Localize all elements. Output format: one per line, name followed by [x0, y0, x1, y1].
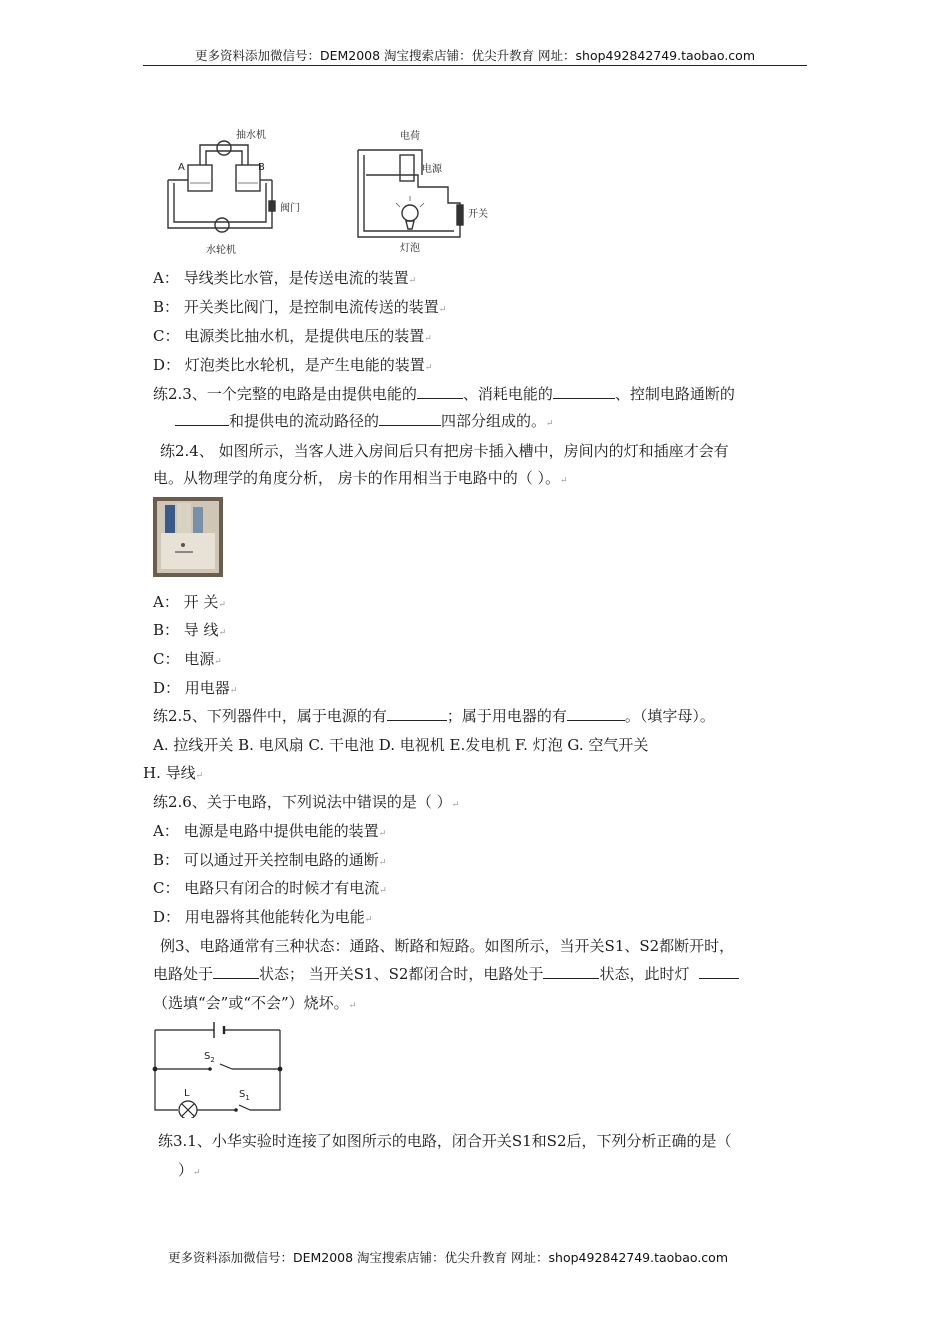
example3-line1: 例3、电路通常有三种状态：通路、断路和短路。如图所示，当开关S1、S2都断开时，: [160, 937, 735, 955]
q24-option-c: C： 电源↵: [153, 650, 222, 668]
blank: [379, 411, 441, 426]
blank: [417, 384, 463, 399]
bulb-label: 灯泡: [400, 243, 420, 254]
q31-stem-line1: 练3.1、小华实验时连接了如图所示的电路，闭合开关S1和S2后，下列分析正确的是（: [158, 1132, 732, 1150]
valve-label: 阀门: [280, 203, 300, 214]
blank: [567, 706, 625, 721]
q25-items-line2: H. 导线↵: [143, 764, 204, 782]
blank: [387, 706, 447, 721]
page-footer: 更多资料添加微信号：DEM2008 淘宝搜索店铺：优尖升教育 网址：shop492842749.taobao.com: [167, 1250, 729, 1265]
page-header: 更多资料添加微信号：DEM2008 淘宝搜索店铺：优尖升教育 网址：shop492842749.taobao.com: [194, 48, 756, 63]
switch-s1-label: $S_1$: [239, 1089, 250, 1102]
charge-label: 电荷: [400, 131, 420, 142]
tank-a-label: A: [178, 162, 185, 173]
header-rule: [143, 65, 807, 66]
turbine-label: 水轮机: [206, 245, 236, 256]
q24-option-b: B： 导 线↵: [153, 621, 227, 639]
q25-stem: 练2.5、下列器件中，属于电源的有 ；属于用电器的有 。（填字母）。: [153, 707, 715, 725]
q26-stem: 练2.6、关于电路，下列说法中错误的是（ ）↵: [153, 793, 460, 811]
blank: [553, 384, 615, 399]
q24-option-a: A： 开 关↵: [153, 593, 226, 611]
q26-option-a: A： 电源是电路中提供电能的装置↵: [153, 822, 387, 840]
q22-option-c: C： 电源类比抽水机，是提供电压的装置↵: [153, 327, 432, 345]
source-label: 电源: [422, 164, 442, 175]
q22-option-b: B： 开关类比阀门，是控制电流传送的装置↵: [153, 298, 447, 316]
q26-option-d: D： 用电器将其他能转化为电能↵: [153, 908, 373, 926]
blank: [213, 964, 259, 979]
example3-line3: （选填“会”或“不会”）烧坏。↵: [153, 994, 357, 1012]
q24-option-d: D： 用电器↵: [153, 679, 238, 697]
q23-line2: 和提供电的流动路径的 四部分组成的。↵: [175, 411, 554, 434]
q22-option-d: D： 灯泡类比水轮机，是产生电能的装置↵: [153, 356, 433, 374]
q23-line1: 练2.3、一个完整的电路是由提供电能的 、消耗电能的 、控制电路通断的: [153, 385, 735, 403]
q22-option-a: A： 导线类比水管，是传送电流的装置↵: [153, 269, 417, 287]
circuit-diagram: [150, 1022, 290, 1118]
water-circuit-analogy-figure: [160, 125, 500, 260]
example3-line2: 电路处于 状态； 当开关S1、S2都闭合时，电路处于 状态，此时灯: [153, 964, 739, 984]
room-card-photo: [153, 497, 223, 577]
q26-option-b: B： 可以通过开关控制电路的通断↵: [153, 851, 387, 869]
blank: [543, 964, 599, 979]
q31-stem-line2: ）↵: [178, 1161, 201, 1179]
tank-b-label: B: [258, 162, 265, 173]
q26-option-c: C： 电路只有闭合的时候才有电流↵: [153, 879, 387, 897]
switch-s2-label: $S_2$: [204, 1051, 215, 1064]
q24-stem-line2: 电。从物理学的角度分析， 房卡的作用相当于电路中的（ ）。↵: [153, 469, 568, 487]
switch-label: 开关: [468, 209, 488, 220]
pump-label: 抽水机: [236, 130, 266, 141]
q24-stem-line1: 练2.4、 如图所示，当客人进入房间后只有把房卡插入槽中，房间内的灯和插座才会有: [160, 442, 729, 460]
q25-items-line1: A. 拉线开关 B. 电风扇 C. 干电池 D. 电视机 E.发电机 F. 灯泡 G. 空气开关: [153, 736, 649, 754]
blank: [175, 411, 229, 426]
lamp-l-label: L: [184, 1088, 190, 1099]
blank: [699, 964, 739, 979]
